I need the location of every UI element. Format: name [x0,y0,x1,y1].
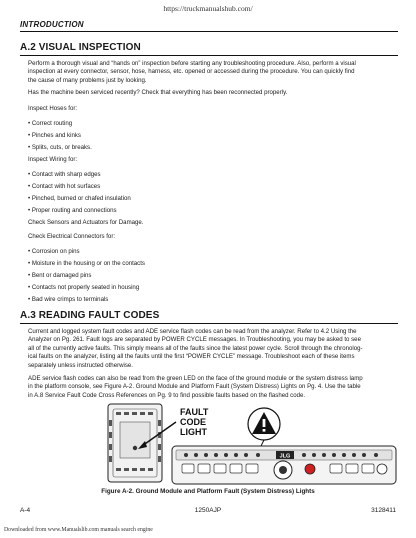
ground-module-drawing [108,404,162,482]
bullet-item: • Contacts not properly seated in housing [28,284,140,291]
text-line: in A.8 Service Fault Code Cross References on Pg. 9 to find possible faults based on the flashed code. [28,391,306,399]
warning-lamp-icon [248,408,280,440]
section-title-reading-fault-codes: A.3 READING FAULT CODES [20,310,160,321]
bullet-item: • Pinched, burned or chafed insulation [28,195,131,202]
text-line: Analyzer on Pg. 261. Fault logs are separated by POWER CYCLE messages. In Troubleshooting, you may be asked to see [28,336,361,344]
hoses-label: Inspect Hoses for: [28,105,78,112]
bullet-item: • Proper routing and connections [28,207,117,214]
figure-module-illustration [100,402,400,486]
section-title-visual-inspection: A.2 VISUAL INSPECTION [20,42,141,53]
text-line: all of the currently active faults. This simply means all of the faults since the latest power cycle. Scroll through the chronolog- [28,344,363,352]
footer-doc-number: 3128411 [371,507,396,514]
text-line: ADE service flash codes can also be read from the green LED on the face of the ground module or the system distress lamp [28,375,363,382]
bullet-item: • Bent or damaged pins [28,272,92,279]
paragraph-flash-codes [28,375,398,400]
section-rule [20,323,398,324]
text-line: the cause of many problems just by looking. [28,76,147,84]
connectors-label: Check Electrical Connectors for: [28,233,116,240]
paragraph-serviced: Has the machine been serviced recently? Check that everything has been reconnected properly. [28,89,288,96]
platform-console-drawing [172,446,396,484]
callout-line: LIGHT [180,427,207,437]
figure-caption: Figure A-2. Ground Module and Platform Fault (System Distress) Lights [101,488,315,495]
paragraph-intro [28,60,398,85]
bullet-item: • Moisture in the housing or on the contacts [28,260,145,267]
download-note[interactable]: Downloaded from www.Manualslib.com manuals search engine [4,527,153,533]
bullet-item: • Pinches and kinks [28,132,81,139]
text-line: in the platform console, see Figure A-2. Ground Module and Platform Fault (System Distress) Lights on Pg. 4. Use the table [28,383,361,391]
running-header: INTRODUCTION [20,20,84,29]
section-rule [20,55,398,56]
bullet-item: • Splits, cuts, or breaks. [28,144,92,151]
bullet-item: • Correct routing [28,120,73,127]
text-line: inspection at every connector, sensor, hose, harness, etc. opened or accessed during the procedure. You can quickly find [28,68,355,76]
bullet-item: • Contact with hot surfaces [28,183,101,190]
text-line: Perform a thorough visual and “hands on” inspection before starting any troubleshooting procedure. Also, perform a visual [28,60,356,67]
bullet-item: • Corrosion on pins [28,248,80,255]
header-rule [20,31,398,32]
wiring-label: Inspect Wiring for: [28,156,78,163]
text-line: separately unless instructed otherwise. [28,361,134,369]
footer-model: 1250AJP [194,507,222,514]
brand-logo: JLG [279,453,291,460]
bullet-item: • Bad wire crimps to terminals [28,296,109,303]
sensors-check: Check Sensors and Actuators for Damage. [28,219,144,226]
callout-line: CODE [180,417,207,427]
text-line: Current and logged system fault codes and ADE service flash codes can be read from the analyzer. Refer to 4.2 Using the [28,328,357,335]
callout-line: FAULT [180,407,209,417]
source-url[interactable]: https://truckmanualshub.com/ [163,4,253,13]
text-line: ical faults on the analyzer, listing all the faults until the first “POWER CYCLE” message. Troubleshoot each of these items [28,353,355,361]
footer-page-number: A-4 [20,507,31,514]
paragraph-analyzer [28,328,398,370]
bullet-item: • Contact with sharp edges [28,171,101,178]
